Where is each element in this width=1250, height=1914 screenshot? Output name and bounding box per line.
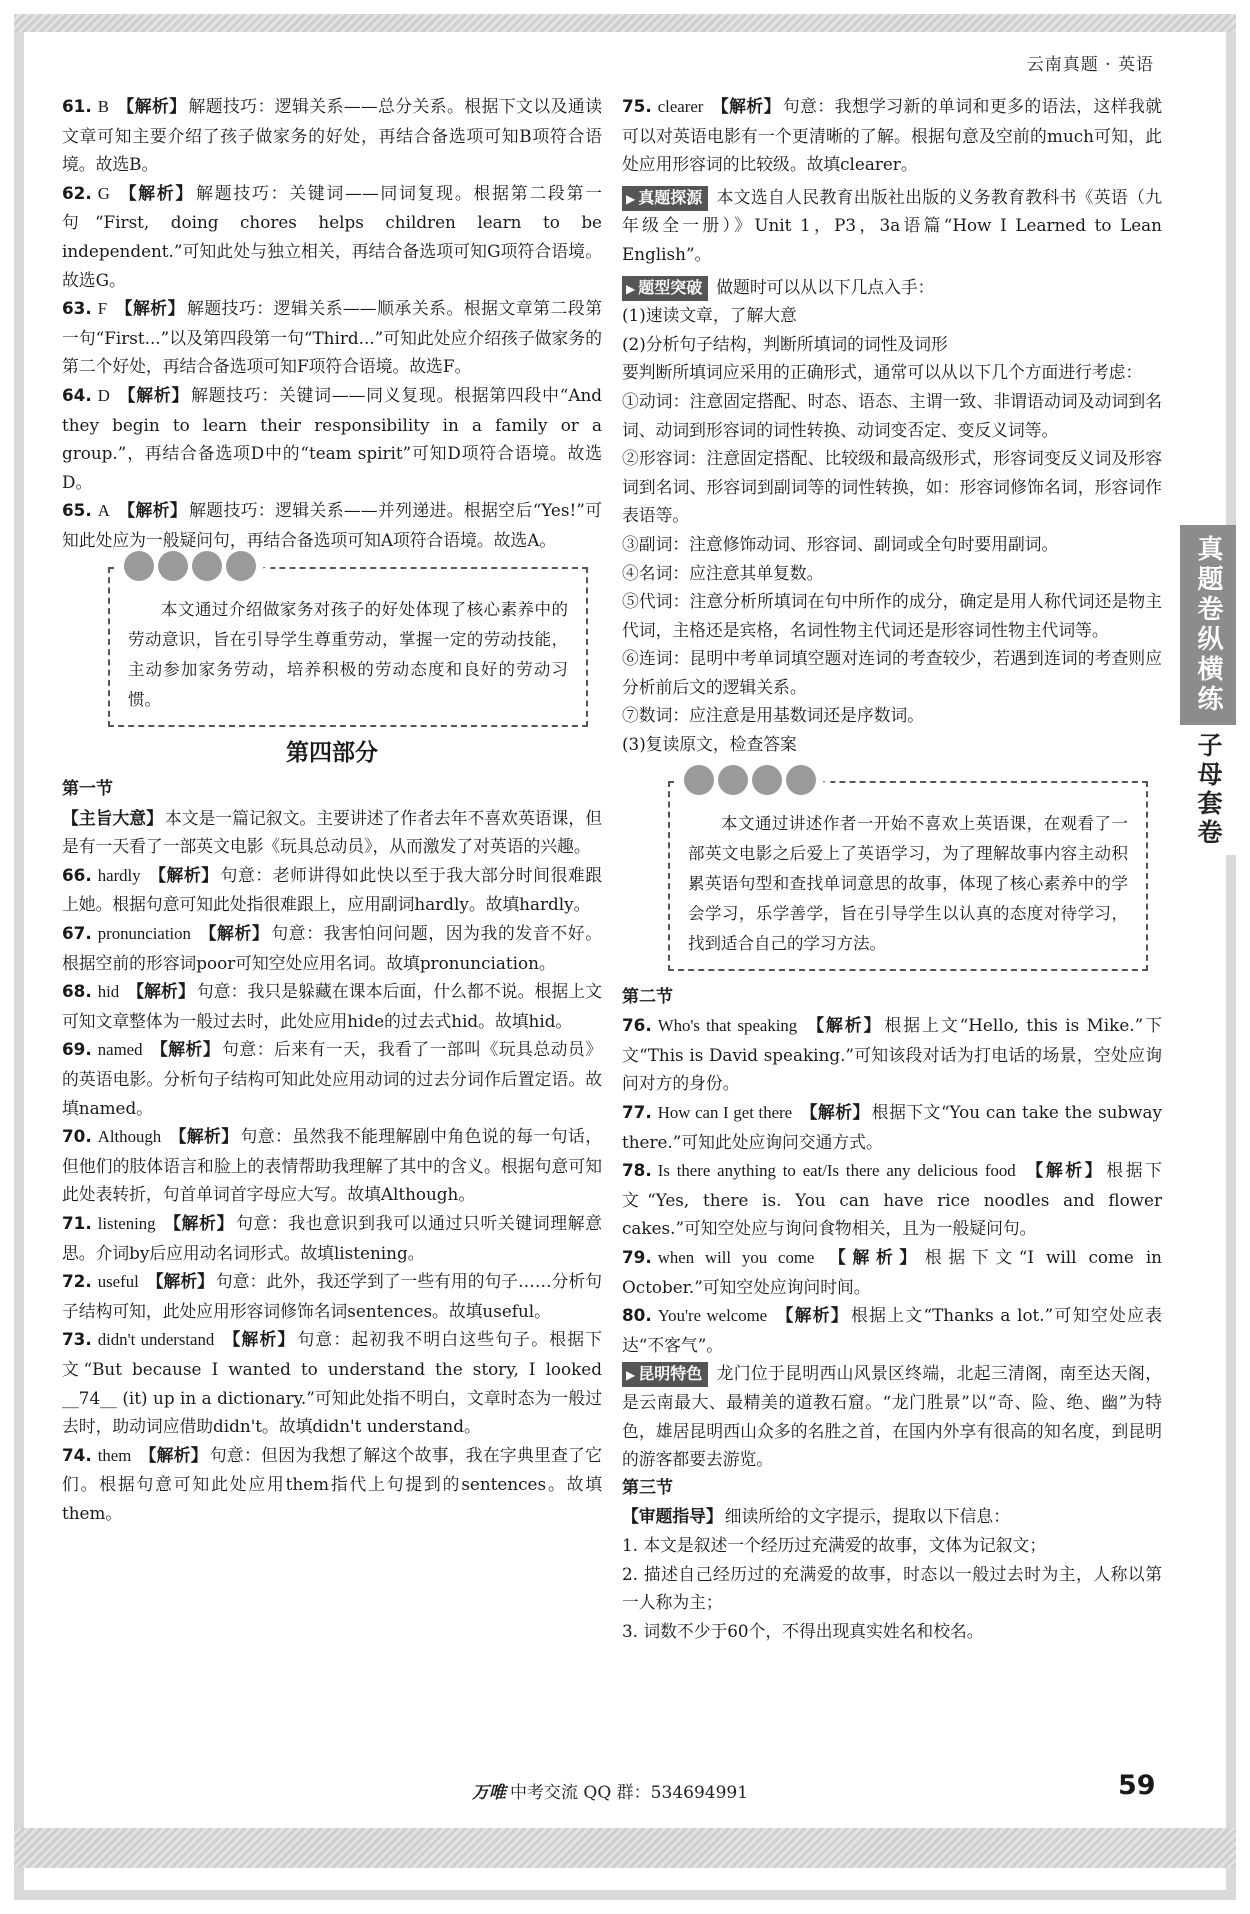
item-number: 80.: [622, 1305, 652, 1326]
comment-label: [118, 551, 276, 581]
item-answer: Who's that speaking: [657, 1016, 798, 1036]
item-number: 71.: [62, 1213, 92, 1233]
comment-label-char: [684, 765, 714, 795]
section-title-3: 第三节: [622, 1477, 673, 1498]
header-title: 云南真题 · 英语: [1026, 55, 1154, 75]
guide: [622, 1502, 1162, 1531]
item-number: 76.: [622, 1015, 652, 1036]
comment-label-char: [158, 551, 188, 581]
item-tag: 【解析】: [711, 96, 781, 116]
answer-item: [622, 92, 1162, 179]
item-answer: hid: [97, 982, 120, 1002]
item-tag: 【解析】: [117, 182, 195, 203]
item-tag: 【解析】: [117, 384, 190, 405]
comment-label-char: [192, 551, 222, 581]
item-tag: 【解析】: [115, 298, 185, 319]
part-title: 第四部分: [286, 739, 378, 766]
item-number: 62.: [62, 182, 92, 203]
item-answer: listening: [97, 1214, 156, 1233]
tip-note: [622, 273, 1162, 302]
item-answer: F: [97, 299, 108, 319]
item-tag: 【解析】: [146, 1271, 214, 1292]
tip-line: ③副词：注意修饰动词、形容词、副词或全句时要用副词。: [622, 533, 1059, 554]
item-tag: 【解析】: [163, 1213, 235, 1233]
bottom-decor-strip: [14, 1828, 1236, 1868]
item-number: 75.: [622, 96, 652, 116]
item-answer: hardly: [97, 865, 141, 885]
item-text: 句意：此外，我还学到了一些有用的句子……分析句子结构可知，此处应用形容词修饰名词sentences。故填useful。: [62, 1271, 602, 1321]
tip-line: (3)复读原文，检查答案: [622, 734, 797, 755]
top-decor-strip: [14, 14, 1236, 32]
tip-badge: ▶ 题型突破: [622, 276, 708, 301]
answer-item: [62, 1209, 602, 1267]
comment-label-char: [718, 765, 748, 795]
item-text: 句意：后来有一天，我看了一部叫《玩具总动员》的英语电影。分析句子结构可知此处应用动词的过去分词作后置定语。故填named。: [62, 1039, 602, 1118]
tip-line: ②形容词：注意固定搭配、比较级和最高级形式，形容词变反义词及形容词到名词、形容词到副词等的词性转换，如：形容词修饰名词，形容词作表语等。: [622, 448, 1162, 526]
comment-label-char: 评: [226, 551, 256, 581]
source-badge: ▶ 真题探源: [622, 186, 708, 211]
teacher-comment-box: [108, 555, 588, 727]
summary-text: 本文是一篇记叙文。主要讲述了作者去年不喜欢英语课，但是有一天看了一部英文电影《玩具总动员》，从而激发了对英语的兴趣。: [62, 807, 602, 857]
item-answer: Although: [97, 1127, 162, 1147]
item-text: 根据上文“Thanks a lot.”可知空处应表达“不客气”。: [622, 1305, 1162, 1355]
footer-brand: 万唯: [472, 1783, 506, 1803]
answer-item: [62, 496, 602, 554]
answer-item: [622, 1156, 1162, 1243]
item-text: 解题技巧：关键词——同词复现。根据第二段第一句“First, doing chores helps children learn to be independent.”可知此处与独立相关，再结合备选项可知G项符合语境。故选G。: [62, 182, 602, 290]
item-tag: 【解析】: [139, 1444, 208, 1465]
left-column: [62, 92, 602, 1528]
comment-label: [678, 765, 836, 795]
item-tag: 【解析】: [198, 923, 270, 944]
summary-tag: 【主旨大意】: [62, 807, 163, 828]
answer-item: [62, 1325, 602, 1440]
item-number: 61.: [62, 96, 92, 116]
footer-qq-text: 中考交流 QQ 群：534694991: [510, 1783, 749, 1803]
answer-item: [62, 179, 602, 294]
item-tag: 【解析】: [116, 96, 187, 116]
guide-intro: 细读所给的文字提示，提取以下信息：: [724, 1506, 1010, 1527]
item-text: 根据下文“Yes, there is. You can have rice noodles and flower cakes.”可知空处应与询问食物相关，且为一般疑问句。: [622, 1160, 1162, 1239]
section-title-2: 第二节: [622, 986, 673, 1007]
tip-line: ⑥连词：昆明中考单词填空题对连词的考查较少，若遇到连词的考查则应分析前后文的逻辑关系。: [622, 648, 1162, 697]
kunming-text: 龙门位于昆明西山风景区终端，北起三清阁，南至达天阁，是云南最大、最精美的道教石窟。“龙门胜景”以“奇、险、绝、幽”为特色，雄居昆明西山众多的名胜之首，在国内外享有很高的知名度，到昆明的游客都要去游览。: [622, 1363, 1162, 1470]
item-text: 句意：虽然我不能理解剧中角色说的每一句话，但他们的肢体语言和脸上的表情帮助我理解了其中的含义。根据句意可知此处表转折，句首单词首字母应大写。故填Although。: [62, 1126, 602, 1205]
item-answer: when will you come: [657, 1248, 815, 1267]
item-number: 63.: [62, 298, 92, 319]
tip-line: ④名词：应注意其单复数。: [622, 562, 824, 583]
item-number: 72.: [62, 1271, 92, 1292]
item-number: 65.: [62, 500, 92, 521]
answer-item: [62, 1267, 602, 1325]
item-text: 根据下文“You can take the subway there.”可知此处应询问交通方式。: [622, 1102, 1163, 1152]
item-number: 68.: [62, 981, 92, 1002]
item-text: 句意：老师讲得如此快以至于我大部分时间很难跟上她。根据句意可知此处指很难跟上，应用副词hardly。故填hardly。: [62, 864, 602, 915]
teacher-comment-box-2: [668, 769, 1148, 971]
tip-line: ①动词：注意固定搭配、时态、语态、主谓一致、非谓语动词及动词到名词、动词到形容词的词性转换、动词变否定、变反义词等。: [622, 390, 1162, 440]
answer-item: [622, 1301, 1162, 1359]
guide-line: 2. 描述自己经历过的充满爱的故事，时态以一般过去时为主，人称以第一人称为主；: [622, 1563, 1162, 1613]
answer-item: [62, 977, 602, 1035]
item-tag: 【解析】: [805, 1015, 883, 1036]
comment-text: 本文通过讲述作者一开始不喜欢上英语课，在观看了一部英文电影之后爱上了英语学习，为了理解故事内容主动积累英语句型和查找单词意思的故事，体现了核心素养中的学会学习，乐学善学，旨在引导学生以认真的态度对待学习，找到适合自己的学习方法。: [688, 813, 1128, 953]
item-text: 解题技巧：逻辑关系——总分关系。根据下文以及通读文章可知主要介绍了孩子做家务的好处，再结合备选项可知B项符合语境。故选B。: [62, 96, 602, 175]
item-answer: didn't understand: [97, 1330, 215, 1350]
item-answer: B: [97, 97, 109, 116]
item-number: 66.: [62, 864, 92, 885]
item-answer: Is there anything to eat/Is there any delicious food: [657, 1161, 1016, 1181]
tip-line: 要判断所填词应采用的正确形式，通常可以从以下几个方面进行考虑：: [622, 362, 1143, 383]
tip-intro: 做题时可以从以下几点入手：: [716, 276, 935, 297]
item-tag: 【解析】: [169, 1126, 239, 1147]
item-answer: them: [97, 1445, 132, 1465]
tip-line: (2)分析句子结构，判断所填词的词性及词形: [622, 333, 948, 354]
item-tag: 【解析】: [117, 500, 188, 521]
item-text: 句意：我想学习新的单词和更多的语法，这样我就可以对英语电影有一个更清晰的了解。根据句意及空前的much可知，此处应用形容词的比较级。故填clearer。: [622, 96, 1162, 175]
right-column: [622, 92, 1162, 1645]
item-text: 根据下文“I will come in October.”可知空处应询问时间。: [622, 1247, 1162, 1297]
item-text: 句意：起初我不明白这些句子。根据下文“But because I wanted to understand the story, I looked __74__ (it) up in a dictionary.”可知此处指不明白，文章时态为一般过去时，助动词应借助didn't。故填didn't understand。: [62, 1329, 602, 1437]
side-tab-main: 真题卷纵横练: [1180, 525, 1236, 725]
tip-line: ⑤代词：注意分析所填词在句中所作的成分，确定是用人称代词还是物主代词，主格还是宾格，名词性物主代词还是形容词性物主代词等。: [622, 591, 1162, 640]
item-text: 句意：我只是躲藏在课本后面，什么都不说。根据上文可知文章整体为一般过去时，此处应用hide的过去式hid。故填hid。: [62, 981, 602, 1031]
comment-text: 本文通过介绍做家务对孩子的好处体现了核心素养中的劳动意识，旨在引导学生尊重劳动，掌握一定的劳动技能，主动参加家务劳动，培养积极的劳动态度和良好的劳动习惯。: [128, 599, 568, 709]
source-note: [622, 183, 1162, 269]
tip-line: ⑦数词：应注意是用基数词还是序数词。: [622, 705, 925, 726]
item-answer: You're welcome: [657, 1306, 768, 1326]
answer-item: [622, 1243, 1162, 1301]
item-tag: 【解析】: [222, 1329, 296, 1350]
item-answer: D: [97, 385, 110, 405]
tip-line: (1)速读文章，了解大意: [622, 305, 797, 326]
source-text: 本文选自人民教育出版社出版的义务教育教科书《英语（九年级全一册）》Unit 1，P3，3a语篇“How I Learned to Lean English”。: [622, 186, 1162, 264]
footer-qq: [472, 1778, 748, 1803]
item-text: 句意：但因为我想了解这个故事，我在字典里查了它们。根据句意可知此处应用them指代上句提到的sentences。故填them。: [62, 1444, 602, 1523]
item-tag: 【解析】: [127, 981, 195, 1002]
comment-label-char: 评: [786, 765, 816, 795]
item-text: 解题技巧：关键词——同义复现。根据第四段中“And they begin to learn their responsibility in a family or a group.”，再结合备选项D中的“team spirit”可知D项符合语境。故选D。: [62, 384, 602, 492]
answer-item: [62, 861, 602, 919]
item-answer: pronunciation: [97, 924, 191, 944]
answer-item: [62, 294, 602, 381]
answer-item: [62, 919, 602, 977]
answer-item: [62, 381, 602, 496]
item-number: 67.: [62, 923, 92, 944]
item-text: 根据上文“Hello, this is Mike.”下文“This is David speaking.”可知该段对话为打电话的场景，空处应询问对方的身份。: [622, 1015, 1162, 1094]
page-number: 59: [1118, 1770, 1156, 1801]
guide-line: 1. 本文是叙述一个经历过充满爱的故事，文体为记叙文；: [622, 1534, 1047, 1555]
item-number: 79.: [622, 1247, 652, 1267]
item-tag: 【解析】: [1023, 1160, 1105, 1181]
item-number: 74.: [62, 1444, 92, 1465]
item-tag: 【解析】: [150, 1039, 221, 1060]
answer-item: [622, 1011, 1162, 1098]
answer-item: [62, 1441, 602, 1528]
comment-label-char: [124, 551, 154, 581]
item-number: 64.: [62, 384, 92, 405]
answer-item: [622, 1098, 1162, 1156]
item-answer: How can I get there: [657, 1103, 793, 1123]
item-answer: clearer: [657, 97, 704, 116]
kunming-note: [622, 1359, 1162, 1473]
summary: [62, 804, 602, 861]
item-number: 78.: [622, 1160, 652, 1181]
comment-label-char: [752, 765, 782, 795]
guide-tag: 【审题指导】: [622, 1506, 723, 1527]
guide-line: 3. 词数不少于60个，不得出现真实姓名和校名。: [622, 1620, 984, 1641]
item-text: 句意：我也意识到我可以通过只听关键词理解意思。介词by后应用动名词形式。故填listening。: [62, 1213, 602, 1263]
answer-item: [62, 1035, 602, 1122]
item-answer: G: [97, 183, 110, 203]
item-tag: 【解析】: [148, 864, 219, 885]
item-tag: 【解析】: [775, 1305, 850, 1326]
item-number: 70.: [62, 1126, 92, 1147]
item-tag: 【解析】: [822, 1247, 923, 1267]
item-text: 解题技巧：逻辑关系——顺承关系。根据文章第二段第一句“First...”以及第四段第一句“Third...”可知此处应介绍孩子做家务的第二个好处，再结合备选项可知F项符合语境。故选F。: [62, 298, 602, 377]
item-number: 77.: [622, 1102, 652, 1123]
item-tag: 【解析】: [800, 1102, 870, 1123]
item-answer: useful: [97, 1272, 139, 1292]
item-number: 69.: [62, 1039, 92, 1060]
item-text: 句意：我害怕问问题，因为我的发音不好。根据空前的形容词poor可知空处应用名词。故填pronunciation。: [62, 923, 602, 973]
item-text: 解题技巧：逻辑关系——并列递进。根据空后“Yes!”可知此处应为一般疑问句，再结合备选项可知A项符合语境。故选A。: [62, 500, 602, 550]
section-title: 第一节: [62, 779, 113, 800]
kunming-badge: ▶ 昆明特色: [622, 1362, 708, 1387]
answer-item: [62, 92, 602, 179]
item-answer: A: [97, 501, 110, 521]
item-number: 73.: [62, 1329, 92, 1350]
item-answer: named: [97, 1040, 143, 1060]
side-tab-sub: 子母套卷: [1180, 725, 1236, 855]
answer-item: [62, 1122, 602, 1209]
